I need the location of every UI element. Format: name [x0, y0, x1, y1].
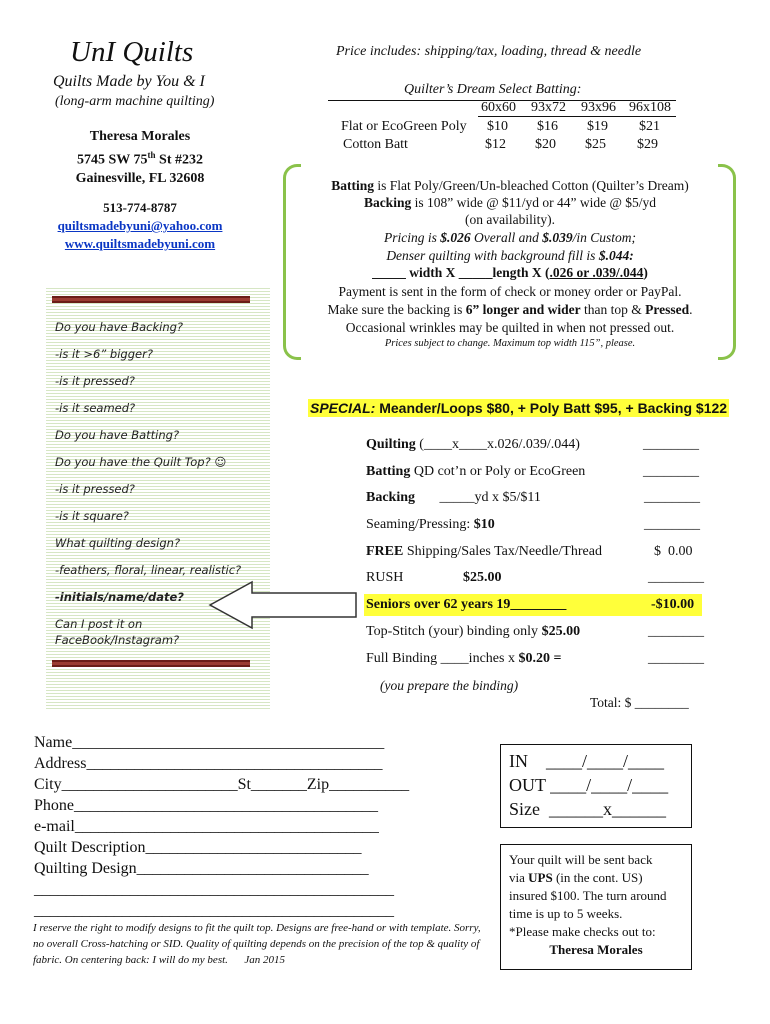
batting-price: $25 [585, 137, 606, 152]
order-rush-price: $25.00 [463, 570, 502, 585]
right-bracket [718, 164, 736, 360]
order-quilting: Quilting (____x____x.026/.039/.044) [366, 437, 580, 452]
batting-table-title: Quilter’s Dream Select Batting: [404, 82, 582, 97]
disclaimer-date: Jan 2015 [244, 954, 286, 966]
form-quilting-design[interactable]: Quilting Design_____________________________ [34, 860, 369, 877]
shipping-line: Your quilt will be sent back [509, 852, 653, 867]
shipping-line: time is up to 5 weeks. [509, 906, 623, 921]
checklist-item: Do you have Batting? [55, 428, 180, 442]
address-block [40, 128, 240, 188]
batting-price: $16 [537, 119, 558, 134]
special-offer: SPECIAL: Meander/Loops $80, + Poly Batt $95, + Backing $122 [310, 400, 728, 416]
form-city[interactable]: City______________________St_______Zip__________ [34, 776, 410, 793]
checklist-item: What quilting design? [55, 536, 181, 550]
order-batting: Batting QD cot’n or Poly or EcoGreen [366, 464, 586, 479]
owner-name: Theresa Morales [89, 129, 191, 144]
info-backing-size: Make sure the backing is 6” longer and wider than top & Pressed. [327, 302, 693, 317]
left-bracket [283, 164, 301, 360]
checklist-item: -initials/name/date? [55, 590, 184, 604]
form-name[interactable]: Name_______________________________________ [34, 734, 385, 751]
form-blank-line[interactable]: _____________________________________________ [34, 902, 394, 919]
batting-size: 93x96 [581, 100, 616, 115]
price-includes: Price includes: shipping/tax, loading, thread & needle [336, 44, 642, 59]
checks-payee: Theresa Morales [549, 942, 643, 957]
address-line2: Gainesville, FL 32608 [75, 170, 205, 186]
checklist-item: -feathers, floral, linear, realistic? [55, 563, 242, 577]
shipping-line: insured $100. The turn around [509, 888, 667, 903]
order-binding: Full Binding ____inches x $0.20 = [366, 651, 562, 666]
info-backing: Backing is 108” wide @ $11/yd or 44” wide @ $5/yd [363, 195, 657, 210]
checklist-item: Do you have the Quilt Top? ☺ [55, 455, 227, 469]
form-blank-line[interactable]: _____________________________________________ [34, 881, 394, 898]
info-formula: _____ width X _____length X (.026 or .039/.044) [372, 265, 648, 280]
info-denser: Denser quilting with background fill is $.044: [386, 248, 634, 263]
order-seaming: Seaming/Pressing: $10 [366, 517, 495, 532]
batting-price: $29 [637, 137, 658, 152]
order-rush-value: ________ [648, 570, 704, 585]
info-payment: Payment is sent in the form of check or money order or PayPal. [338, 284, 682, 299]
order-free: FREE Shipping/Sales Tax/Needle/Thread [366, 544, 602, 559]
address-line1: 5745 SW 75th St #232 [76, 150, 203, 168]
checklist-item: -is it pressed? [55, 374, 135, 388]
batting-size: 60x60 [481, 100, 516, 115]
order-binding-value: ________ [648, 651, 704, 666]
out-date[interactable]: OUT ____/____/____ [509, 775, 669, 795]
order-backing-value: ________ [644, 490, 700, 505]
brand-title: UnI Quilts [70, 36, 194, 68]
form-address[interactable]: Address_____________________________________ [34, 755, 383, 772]
divider-bar-top [52, 296, 250, 303]
shipping-line: *Please make checks out to: [509, 924, 656, 939]
batting-price: $12 [485, 137, 506, 152]
batting-price: $21 [639, 119, 660, 134]
form-phone[interactable]: Phone______________________________________ [34, 797, 378, 814]
batting-price: $19 [587, 119, 608, 134]
form-quilt-description[interactable]: Quilt Description___________________________ [34, 839, 362, 856]
checklist-item: -is it pressed? [55, 482, 135, 496]
order-total: Total: $ ________ [590, 695, 689, 710]
disclaimer: I reserve the right to modify designs to fit the quilt top. Designs are free-hand or with template. Sorry, no overall Cross-hatching or SID. Quality of quilting depends on the precision of the top & quality of fabric. On centering back: I will do my best. Jan 2015 [33, 922, 481, 966]
checklist-item: -is it >6” bigger? [55, 347, 153, 361]
info-availability: (on availability). [465, 212, 555, 227]
website-link[interactable]: www.quiltsmadebyuni.com [64, 236, 216, 251]
batting-size: 96x108 [629, 100, 671, 115]
order-backing: Backing _____yd x $5/$11 [366, 490, 541, 505]
order-seaming-value: ________ [644, 517, 700, 532]
batting-price: $20 [535, 137, 556, 152]
batting-row-label: Flat or EcoGreen Poly [341, 119, 467, 134]
in-out-box [500, 744, 692, 828]
info-wrinkles: Occasional wrinkles may be quilted in when not pressed out. [345, 320, 675, 335]
order-free-value: $ 0.00 [654, 544, 693, 559]
size-field[interactable]: Size ______x______ [509, 799, 666, 819]
batting-size: 93x72 [531, 100, 566, 115]
batting-row-label: Cotton Batt [343, 137, 408, 152]
info-pricing: Pricing is $.026 Overall and $.039/in Custom; [383, 230, 636, 245]
info-prices-note: Prices subject to change. Maximum top width 115”, please. [384, 338, 636, 349]
subtagline: (long-arm machine quilting) [55, 94, 215, 109]
checklist-item: Do you have Backing? [55, 320, 184, 334]
email-link[interactable]: quiltsmadebyuni@yahoo.com [57, 218, 223, 233]
order-topstitch: Top-Stitch (your) binding only $25.00 [366, 624, 581, 639]
binding-note: (you prepare the binding) [380, 678, 519, 693]
form-email[interactable]: e-mail______________________________________ [34, 818, 379, 835]
batting-size-rule [478, 116, 676, 117]
order-topstitch-value: ________ [648, 624, 704, 639]
in-date[interactable]: IN ____/____/____ [509, 751, 664, 771]
checklist-item: -is it square? [55, 509, 129, 523]
shipping-line: via UPS (in the cont. US) [509, 870, 643, 885]
info-batting: Batting is Flat Poly/Green/Un-bleached Cotton (Quilter’s Dream) [331, 178, 689, 193]
order-batting-value: ________ [643, 464, 699, 479]
checklist-item: FaceBook/Instagram? [55, 633, 180, 647]
batting-price: $10 [487, 119, 508, 134]
left-arrow-icon [208, 580, 360, 630]
order-seniors: Seniors over 62 years 19________ [366, 597, 567, 612]
order-rush-label: RUSH [366, 570, 404, 585]
order-quilting-value: ________ [643, 437, 699, 452]
tagline: Quilts Made by You & I [53, 73, 205, 90]
checklist-item: Can I post it on [55, 617, 143, 631]
phone-number: 513-774-8787 [103, 200, 177, 215]
divider-bar-bottom [52, 660, 250, 667]
shipping-box [500, 844, 692, 970]
contact-block [30, 199, 250, 253]
order-seniors-value: -$10.00 [651, 597, 695, 612]
checklist-item: -is it seamed? [55, 401, 136, 415]
